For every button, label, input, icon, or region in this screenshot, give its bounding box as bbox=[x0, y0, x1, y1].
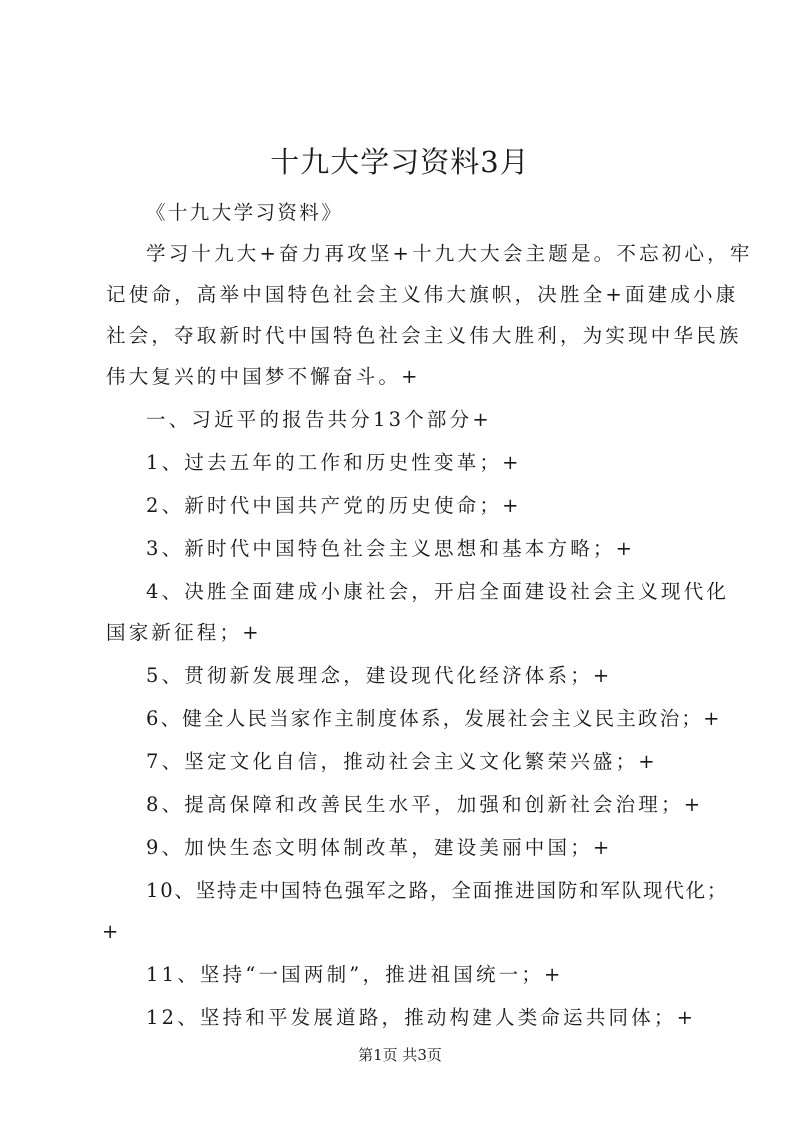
section-heading: 一、习近平的报告共分13个部分+ bbox=[146, 408, 492, 431]
intro-line-2: 记使命，高举中国特色社会主义伟大旗帜，决胜全+面建成小康 bbox=[106, 283, 739, 306]
intro-line-1: 学习十九大+奋力再攻坚+十九大大会主题是。不忘初心，牢 bbox=[146, 242, 753, 265]
list-item: 3、新时代中国特色社会主义思想和基本方略；+ bbox=[146, 537, 636, 560]
list-item: 2、新时代中国共产党的历史使命；+ bbox=[146, 494, 522, 517]
list-item: 11、坚持“一国两制”，推进祖国统一；+ bbox=[146, 963, 564, 986]
list-item: 10、坚持走中国特色强军之路，全面推进国防和军队现代化； bbox=[146, 879, 729, 902]
list-item: 6、健全人民当家作主制度体系，发展社会主义民主政治；+ bbox=[146, 707, 722, 730]
subtitle: 《十九大学习资料》 bbox=[146, 201, 344, 224]
document-body bbox=[102, 192, 753, 1038]
list-item: 4、决胜全面建成小康社会，开启全面建设社会主义现代化 bbox=[146, 580, 730, 603]
page-footer: 第1页 共3页 bbox=[358, 1046, 442, 1064]
list-item: 8、提高保障和改善民生水平，加强和创新社会治理；+ bbox=[146, 793, 704, 816]
intro-line-4: 伟大复兴的中国梦不懈奋斗。+ bbox=[106, 365, 421, 388]
list-item: 7、坚定文化自信，推动社会主义文化繁荣兴盛；+ bbox=[146, 750, 658, 773]
list-item: 5、贯彻新发展理念，建设现代化经济体系；+ bbox=[146, 664, 613, 687]
list-item-continuation: 国家新征程；+ bbox=[106, 621, 262, 644]
list-item: 12、坚持和平发展道路，推动构建人类命运共同体；+ bbox=[146, 1006, 697, 1029]
list-item-continuation: + bbox=[102, 920, 122, 943]
intro-line-3: 社会，夺取新时代中国特色社会主义伟大胜利，为实现中华民族 bbox=[106, 324, 742, 347]
page-title: 十九大学习资料3月 bbox=[270, 145, 530, 179]
list-item: 1、过去五年的工作和历史性变革；+ bbox=[146, 451, 522, 474]
list-item: 9、加快生态文明体制改革，建设美丽中国；+ bbox=[146, 836, 613, 859]
